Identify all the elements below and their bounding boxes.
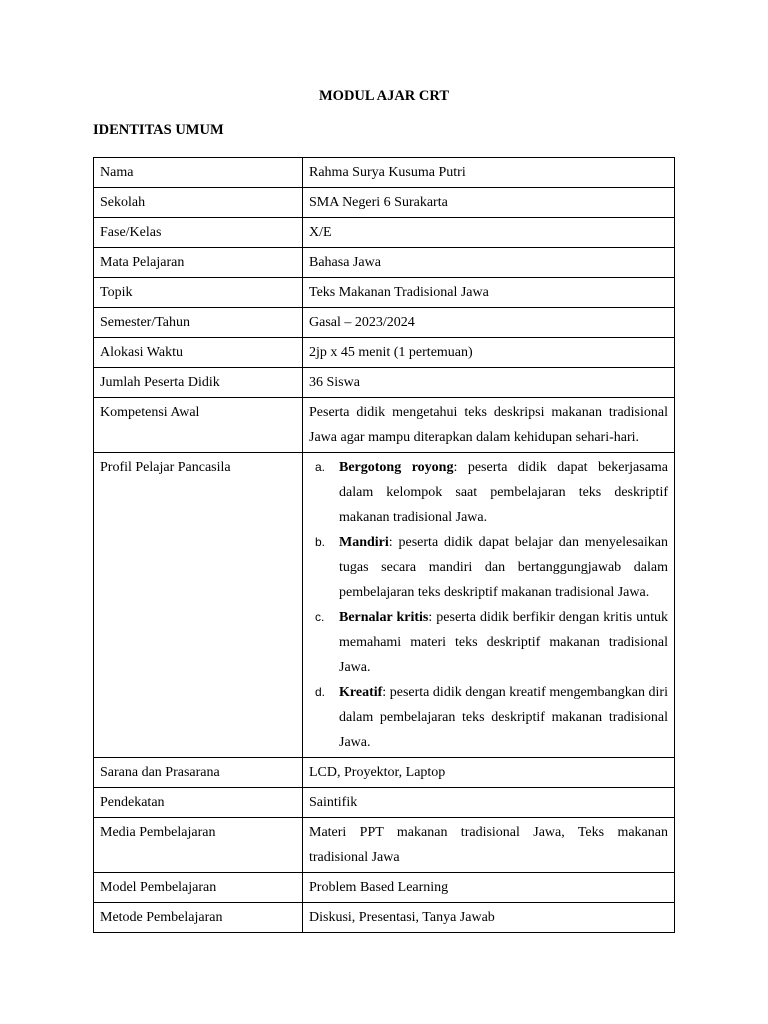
- table-row: [94, 158, 675, 188]
- row-value: 2jp x 45 menit (1 pertemuan): [303, 338, 675, 368]
- list-item: [309, 605, 668, 680]
- row-label: Mata Pelajaran: [94, 248, 303, 278]
- row-label: Kompetensi Awal: [94, 398, 303, 453]
- table-row: [94, 818, 675, 873]
- row-label: Nama: [94, 158, 303, 188]
- row-value: X/E: [303, 218, 675, 248]
- table-row: [94, 788, 675, 818]
- table-row: [94, 218, 675, 248]
- table-row: [94, 308, 675, 338]
- row-value: Rahma Surya Kusuma Putri: [303, 158, 675, 188]
- row-value: Gasal – 2023/2024: [303, 308, 675, 338]
- table-row: [94, 368, 675, 398]
- profil-text: : peserta didik dapat bekerjasama dalam kelompok saat pembelajaran teks deskriptif makanan tradisional Jawa.: [339, 460, 668, 525]
- profil-list: [309, 455, 668, 755]
- profil-term: Kreatif: [339, 685, 383, 700]
- list-marker: b.: [315, 535, 326, 549]
- table-row: [94, 873, 675, 903]
- row-value: Peserta didik mengetahui teks deskripsi makanan tradisional Jawa agar mampu diterapkan dalam kehidupan sehari-hari.: [303, 398, 675, 453]
- row-value: Problem Based Learning: [303, 873, 675, 903]
- row-value: Bahasa Jawa: [303, 248, 675, 278]
- row-value: 36 Siswa: [303, 368, 675, 398]
- row-label: Metode Pembelajaran: [94, 903, 303, 933]
- table-row: [94, 188, 675, 218]
- row-label: Sarana dan Prasarana: [94, 758, 303, 788]
- list-marker: c.: [315, 610, 325, 624]
- row-label: Media Pembelajaran: [94, 818, 303, 873]
- row-label: Semester/Tahun: [94, 308, 303, 338]
- list-marker: a.: [315, 460, 326, 474]
- profil-text: : peserta didik dapat belajar dan menyelesaikan tugas secara mandiri dan bertanggungjawab dalam pembelajaran teks deskriptif makanan tradisional Jawa.: [339, 535, 668, 600]
- profil-text: : peserta didik berfikir dengan kritis untuk memahami materi teks deskriptif makanan tradisional Jawa.: [339, 610, 668, 675]
- table-row: [94, 338, 675, 368]
- row-value: LCD, Proyektor, Laptop: [303, 758, 675, 788]
- table-row: [94, 278, 675, 308]
- row-label: Alokasi Waktu: [94, 338, 303, 368]
- table-row: [94, 903, 675, 933]
- row-value: Teks Makanan Tradisional Jawa: [303, 278, 675, 308]
- identity-table: [93, 157, 675, 933]
- list-item: [309, 455, 668, 530]
- table-row: [94, 398, 675, 453]
- row-value: Diskusi, Presentasi, Tanya Jawab: [303, 903, 675, 933]
- row-value: SMA Negeri 6 Surakarta: [303, 188, 675, 218]
- row-label: Jumlah Peserta Didik: [94, 368, 303, 398]
- profil-term: Bernalar kritis: [339, 610, 429, 625]
- profil-term: Mandiri: [339, 535, 389, 550]
- profil-list-cell: [303, 453, 675, 758]
- row-label: Fase/Kelas: [94, 218, 303, 248]
- profil-text: : peserta didik dengan kreatif mengembangkan diri dalam pembelajaran teks deskriptif makanan tradisional Jawa.: [339, 685, 668, 750]
- list-item: [309, 530, 668, 605]
- row-label: Topik: [94, 278, 303, 308]
- table-row: [94, 248, 675, 278]
- list-item: [309, 680, 668, 755]
- document-title: MODUL AJAR CRT: [319, 88, 449, 104]
- row-label: Model Pembelajaran: [94, 873, 303, 903]
- table-row-profil: [94, 453, 675, 758]
- row-label: Sekolah: [94, 188, 303, 218]
- row-value: Saintifik: [303, 788, 675, 818]
- list-marker: d.: [315, 685, 326, 699]
- table-row: [94, 758, 675, 788]
- row-value: Materi PPT makanan tradisional Jawa, Teks makanan tradisional Jawa: [303, 818, 675, 873]
- row-label: Profil Pelajar Pancasila: [94, 453, 303, 758]
- section-heading: IDENTITAS UMUM: [93, 122, 224, 138]
- row-label: Pendekatan: [94, 788, 303, 818]
- profil-term: Bergotong royong: [339, 460, 454, 475]
